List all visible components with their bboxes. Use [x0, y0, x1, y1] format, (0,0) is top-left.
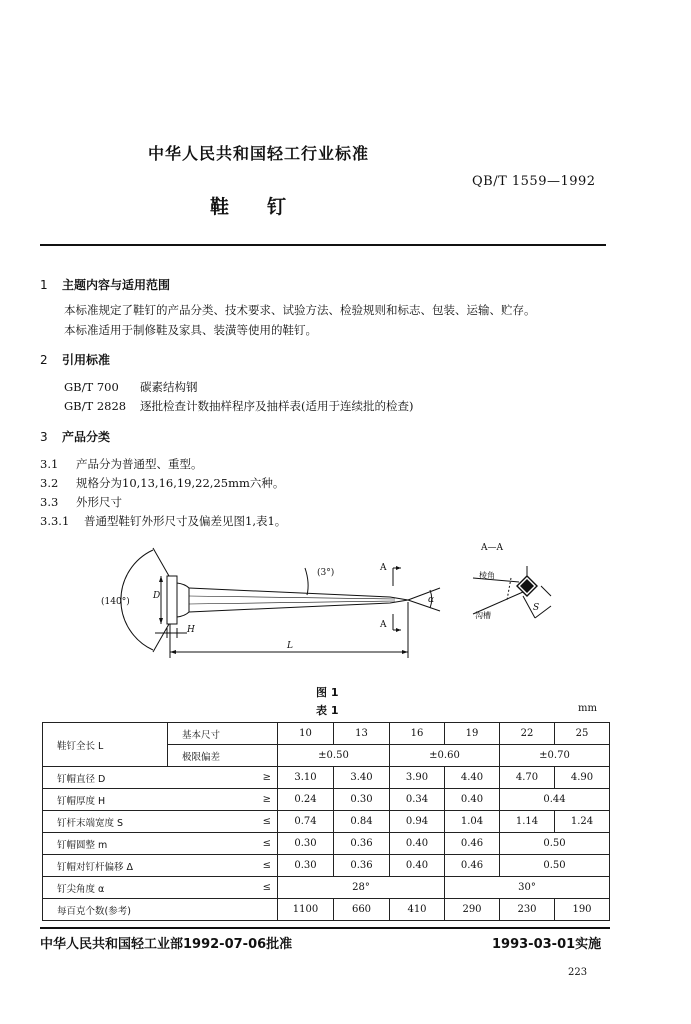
- value-cell: 3.10: [278, 767, 334, 789]
- footer-rule: [40, 927, 610, 929]
- approval-note: 中华人民共和国轻工业部1992-07-06批准: [40, 937, 293, 952]
- table-row: [43, 833, 610, 855]
- shoe-nail-drawing: [95, 538, 615, 668]
- issuing-body: 中华人民共和国轻工行业标准: [148, 144, 370, 163]
- row-label: 每百克个数(参考): [43, 899, 168, 921]
- size-cell: 16: [390, 723, 445, 745]
- value-cell: 0.30: [278, 855, 334, 877]
- clause: [40, 494, 122, 510]
- table-unit: mm: [578, 703, 597, 714]
- clause-text: 规格分为10,13,16,19,22,25mm六种。: [76, 476, 285, 490]
- row-label: 钉帽厚度 H: [43, 789, 168, 811]
- figure-caption: 图 1: [316, 686, 339, 699]
- section-3-heading: [40, 428, 110, 445]
- row-label: 钉尖角度 α: [43, 877, 168, 899]
- section-mark-top: A: [380, 563, 387, 573]
- clause: [40, 513, 286, 529]
- value-cell: 0.34: [390, 789, 445, 811]
- size-cell: 19: [445, 723, 500, 745]
- nail-head: [167, 576, 177, 624]
- value-cell: 3.90: [390, 767, 445, 789]
- clause-text: 外形尺寸: [76, 495, 122, 509]
- section-number: 1: [40, 278, 48, 292]
- row-label: 钉帽对钉杆偏移 Δ: [43, 855, 168, 877]
- value-cell: 1.24: [555, 811, 610, 833]
- size-cell: 13: [334, 723, 390, 745]
- value-cell: 410: [390, 899, 445, 921]
- reference-code: GB/T 2828: [64, 399, 127, 413]
- limit-symbol: ≥: [168, 789, 278, 811]
- section-2-heading: [40, 351, 110, 368]
- section-1-heading: [40, 276, 170, 293]
- s-label: S: [533, 603, 540, 613]
- clause-text: 产品分为普通型、重型。: [76, 457, 203, 471]
- angle-140-label: (140°): [101, 597, 130, 607]
- row-label: 钉杆末端宽度 S: [43, 811, 168, 833]
- section-title-label: A—A: [481, 543, 503, 553]
- limit-symbol: [168, 899, 278, 921]
- section-title: 引用标准: [62, 353, 111, 367]
- reference-name: 逐批检查计数抽样程序及抽样表(适用于连续批的检查): [140, 399, 414, 413]
- edge-label: 棱角: [479, 571, 495, 580]
- clause-number: 3.3: [40, 495, 59, 509]
- value-cell: 0.40: [390, 833, 445, 855]
- value-cell: 0.46: [445, 833, 500, 855]
- section-mark-bottom: A: [380, 620, 387, 630]
- value-cell: 4.70: [500, 767, 555, 789]
- value-cell: 0.50: [500, 855, 610, 877]
- limit-symbol: ≤: [168, 877, 278, 899]
- value-cell: 0.94: [390, 811, 445, 833]
- document-title: 鞋 钉: [210, 196, 287, 218]
- value-cell: 0.24: [278, 789, 334, 811]
- limit-symbol: ≤: [168, 855, 278, 877]
- reference-item: [64, 398, 413, 414]
- table-row: [43, 855, 610, 877]
- value-cell: 0.30: [334, 789, 390, 811]
- value-cell: 190: [555, 899, 610, 921]
- size-cell: 25: [555, 723, 610, 745]
- clause-number: 3.2: [40, 476, 59, 490]
- length-header: 鞋钉全长 L: [43, 723, 168, 767]
- table-caption: 表 1: [316, 704, 339, 717]
- value-cell: 290: [445, 899, 500, 921]
- value-cell: 0.36: [334, 833, 390, 855]
- groove-label: 沟槽: [475, 611, 491, 620]
- value-cell: 1100: [278, 899, 334, 921]
- standard-code: QB/T 1559—1992: [472, 174, 596, 189]
- table-row: [43, 789, 610, 811]
- clause-number: 3.3.1: [40, 514, 70, 528]
- clause: [40, 456, 203, 472]
- limit-symbol: ≤: [168, 833, 278, 855]
- section-title: 主题内容与适用范围: [62, 278, 171, 292]
- tolerance-cell: ±0.50: [278, 745, 390, 767]
- reference-item: [64, 379, 198, 395]
- section-title: 产品分类: [62, 430, 111, 444]
- paragraph: 本标准规定了鞋钉的产品分类、技术要求、试验方法、检验规则和标志、包装、运输、贮存。: [64, 303, 536, 317]
- clause-text: 普通型鞋钉外形尺寸及偏差见图1,表1。: [84, 514, 287, 528]
- size-cell: 10: [278, 723, 334, 745]
- tolerance-cell: ±0.70: [500, 745, 610, 767]
- value-cell: 3.40: [334, 767, 390, 789]
- table-row: [43, 877, 610, 899]
- nail-shank: [189, 588, 408, 612]
- section-number: 3: [40, 430, 48, 444]
- limit-symbol: ≤: [168, 811, 278, 833]
- tolerance-header: 极限偏差: [168, 745, 278, 767]
- value-cell: 0.40: [390, 855, 445, 877]
- limit-symbol: ≥: [168, 767, 278, 789]
- alpha-label: α: [428, 595, 435, 605]
- tolerance-cell: ±0.60: [390, 745, 500, 767]
- table-row: [43, 899, 610, 921]
- row-label: 钉帽直径 D: [43, 767, 168, 789]
- value-cell: 0.74: [278, 811, 334, 833]
- angle-3-label: (3°): [317, 568, 335, 578]
- dim-h-label: H: [187, 625, 195, 635]
- table-row: [43, 767, 610, 789]
- value-cell: 660: [334, 899, 390, 921]
- value-cell: 4.90: [555, 767, 610, 789]
- section-number: 2: [40, 353, 48, 367]
- dim-d-label: D: [153, 591, 161, 601]
- clause: [40, 475, 284, 491]
- clause-number: 3.1: [40, 457, 59, 471]
- header-rule: [40, 244, 606, 246]
- value-cell: 28°: [278, 877, 445, 899]
- reference-code: GB/T 700: [64, 380, 119, 394]
- table-row: [43, 723, 610, 745]
- value-cell: 1.14: [500, 811, 555, 833]
- dim-l-label: L: [287, 641, 293, 651]
- implementation-date: 1993-03-01实施: [492, 937, 602, 952]
- dimension-table: [42, 722, 610, 921]
- value-cell: 0.50: [500, 833, 610, 855]
- value-cell: 0.44: [500, 789, 610, 811]
- value-cell: 0.30: [278, 833, 334, 855]
- value-cell: 4.40: [445, 767, 500, 789]
- value-cell: 0.84: [334, 811, 390, 833]
- reference-name: 碳素结构钢: [140, 380, 198, 394]
- value-cell: 0.36: [334, 855, 390, 877]
- value-cell: 0.40: [445, 789, 500, 811]
- size-cell: 22: [500, 723, 555, 745]
- row-label: 钉帽圆整 m: [43, 833, 168, 855]
- value-cell: 230: [500, 899, 555, 921]
- value-cell: 30°: [445, 877, 610, 899]
- table-row: [43, 811, 610, 833]
- nominal-size-header: 基本尺寸: [168, 723, 278, 745]
- paragraph: 本标准适用于制修鞋及家具、装潢等使用的鞋钉。: [64, 323, 317, 337]
- page-number: 223: [568, 967, 588, 978]
- value-cell: 0.46: [445, 855, 500, 877]
- value-cell: 1.04: [445, 811, 500, 833]
